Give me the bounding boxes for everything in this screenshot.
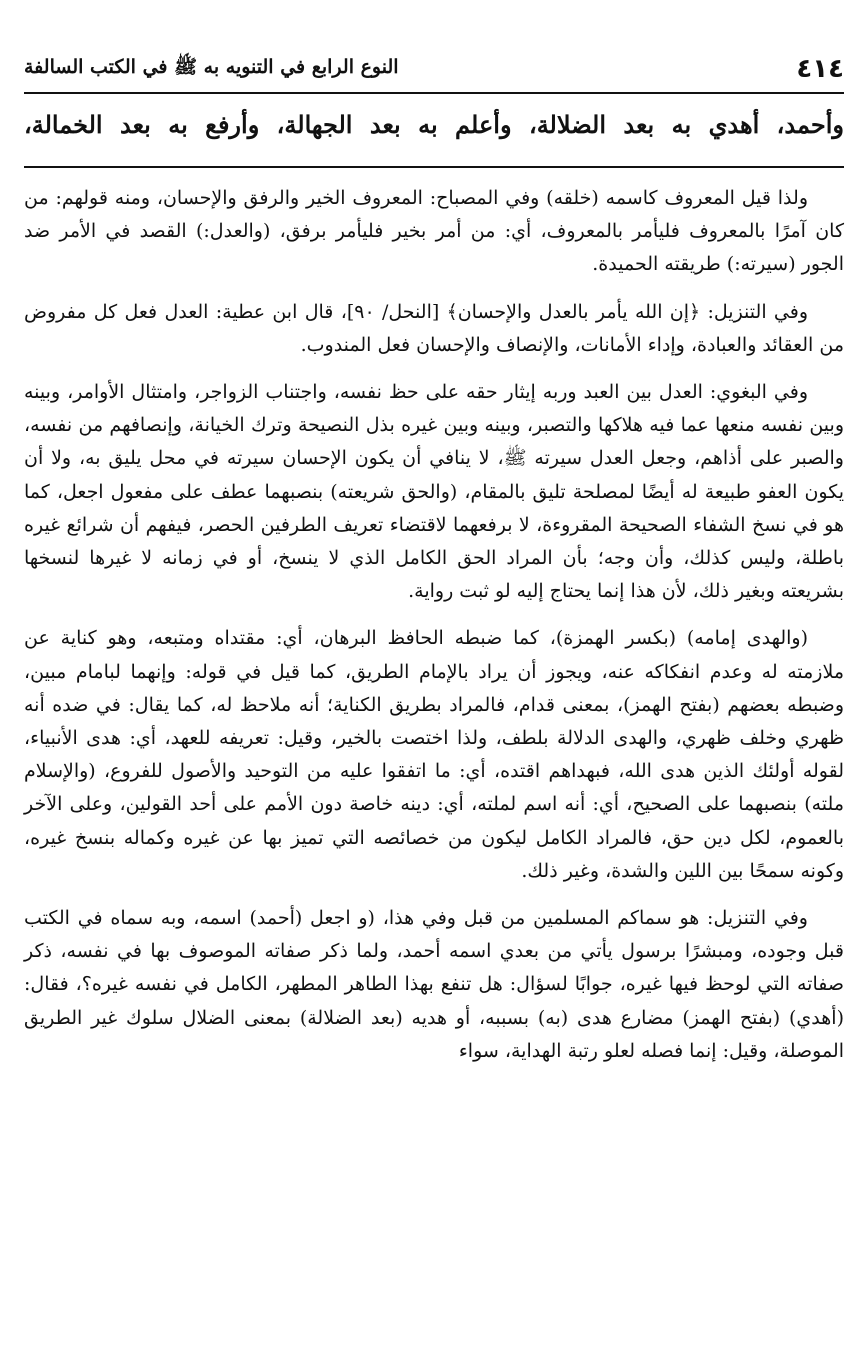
commentary-paragraph: وفي التنزيل: هو سماكم المسلمين من قبل وفي هذا، (و اجعل (أحمد) اسمه، وبه سماه في الكتب قبل وجوده، ومبشرًا برسول يأتي من بعدي اسمه أحمد، ولما ذكر صفاته الموصوف بها في نفسه، ذكر صفاته التي لوحظ فيها غيره، جوابًا لسؤال: هل تنفع بهذا الطاهر المطهر، الكامل في نفسه غيره؟، فقال: (أهدي) (بفتح الهمز) مضارع هدى (به) بسببه، أو هديه (بعد الضلالة) بمعنى الضلال سلوك غير الطريق الموصلة، وقيل: إنما فصله لعلو رتبة الهداية، سواء (24, 907, 844, 1062)
page-number: ٤١٤ (796, 54, 844, 84)
matn-text: وأحمد، أهدي به بعد الضلالة، وأعلم به بعد الجهالة، وأرفع به بعد الخمالة، (24, 110, 844, 139)
header-title: النوع الرابع في التنويه به ﷺ في الكتب السالفة (24, 56, 399, 78)
commentary-paragraph: (والهدى إمامه) (بكسر الهمزة)، كما ضبطه الحافظ البرهان، أي: مقتداه ومتبعه، وهو كناية عن ملازمته له وعدم انفكاكه عنه، ويجوز أن يراد بالإمام الطريق، كما قيل في قوله: وإنهما لبامام مبين، وضبطه بعضهم (بفتح الهمز)، بمعنى قدام، فالمراد بطريق الكناية؛ أنه ملاحظ له، كما يقال: في ضده أنه ظهري وخلف ظهري، والهدى الدلالة بلطف، ولذا اختصت بالخير، وقيل: تعريفه للعهد، أي: هدى الأنبياء، لقوله أولئك الذين هدى الله، فبهداهم اقتده، أي: ما اتفقوا عليه من التوحيد والأصول للفروع، (والإسلام ملته) بنصبهما على الصحيح، أي: أنه اسم لملته، أي: دينه خاصة دون الأمم على أحد القولين، وعلى الآخر بالعموم، لكل دين حق، فالمراد الكامل ليكون من خصائصه التي تميز بها عن غيره وكماله بنسخ غيره، وكونه سمحًا بين اللين والشدة، وغير ذلك. (24, 627, 844, 882)
commentary-paragraph: وفي البغوي: العدل بين العبد وربه إيثار حقه على حظ نفسه، واجتناب الزواجر، وامتثال الأوامر، وبينه وبين نفسه منعها عما فيه هلاكها والتصبر، وبينه وبين غيره بذل النصيحة وترك الخيانة، وإنصافهم من نفسه، والصبر على أذاهم، وجعل العدل سيرته ﷺ، لا ينافي أن يكون الإحسان سيرته في محل يليق به، ولا أن يكون العفو طبيعة له أيضًا لمصلحة تليق بالمقام، (والحق شريعته) بنصبهما عطف على مفعول اجعل، كما هو في نسخ الشفاء الصحيحة المقروءة، لا برفعهما لاقتضاء تعريف الطرفين الحصر، فيفهم أن شرائع غيره باطلة، وليس كذلك، وأن وجه؛ بأن المراد الحق الكامل الذي لا ينسخ، أو في زمانه لا غيرها لنسخها بشريعته وبغير ذلك، لأن هذا إنما يحتاج إليه لو ثبت رواية. (24, 381, 844, 603)
running-header (24, 46, 844, 94)
commentary-paragraph: وفي التنزيل: ﴿إن الله يأمر بالعدل والإحسان﴾ [النحل/ ٩٠]، قال ابن عطية: العدل فعل كل مفروض من العقائد والعبادة، وإداء الأمانات، والإنصاف والإحسان فعل المندوب. (24, 300, 844, 356)
commentary (24, 182, 844, 1068)
commentary-paragraph: ولذا قيل المعروف كاسمه (خلقه) وفي المصباح: المعروف الخير والرفق والإحسان، ومنه قولهم: من كان آمرًا بالمعروف فليأمر بالمعروف، أي: من أمر بخير فليأمر برفق، (والعدل:) القصد في الأمر ضد الجور (سيرته:) طريقته الحميدة. (24, 187, 844, 276)
separator-rule (24, 166, 844, 168)
